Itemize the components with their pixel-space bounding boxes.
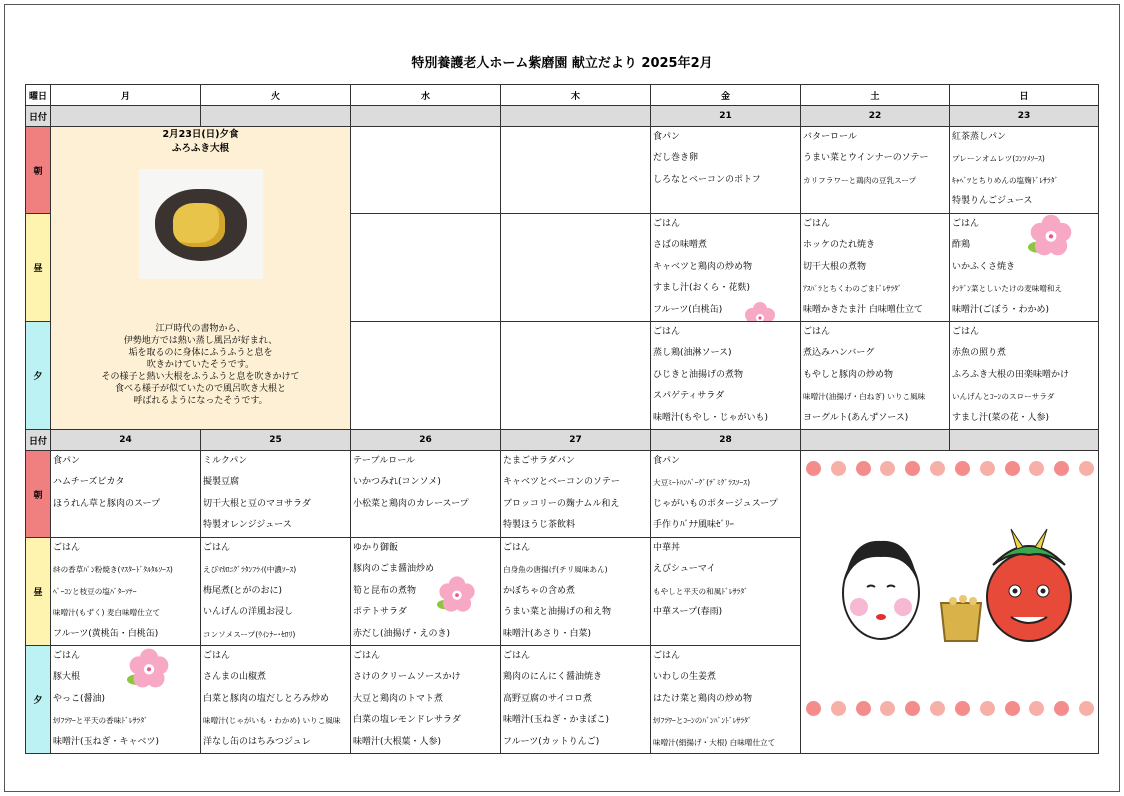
menu-item: 味噌汁(玉ねぎ・かまぼこ) [503,715,610,726]
day-fri: 金 [651,85,801,106]
weekday-label: 曜日 [26,85,51,106]
menu-item: 手作りﾊﾞﾅﾅ風味ｾﾞﾘｰ [653,520,735,531]
menu-item: 煮込みハンバーグ [803,348,875,359]
day-wed: 水 [351,85,501,106]
plum-blossom-icon [1028,214,1074,259]
menu-cell [651,646,801,754]
day-sat: 土 [801,85,950,106]
menu-cell [801,322,950,430]
menu-item: うまい菜と油揚げの和え物 [503,607,612,618]
page-title: 特別養護老人ホーム紫磨園 献立だより 2025年2月 [411,56,713,71]
menu-item: ふろふき大根の田楽味噌かけ [952,369,1070,380]
menu-cell [651,127,801,214]
menu-item: いんげんの洋風お浸し [203,607,294,618]
date-cell: 25 [201,430,351,451]
menu-cell [501,538,651,646]
menu-item: ｱｽﾊﾟﾗとちくわのごまﾄﾞﾚｻﾗﾀﾞ [803,284,902,294]
menu-item: 大豆ﾐｰﾄﾊﾝﾊﾞｰｸﾞ(ﾃﾞﾐｸﾞﾗｽｿｰｽ) [653,478,751,488]
menu-item: 擬製豆腐 [203,477,240,488]
menu-cell [801,127,950,214]
menu-item: いわしの生姜煮 [653,672,717,683]
date-label: 日付 [26,106,51,127]
menu-item: コンソメスープ(ｳｲﾝﾅｰ･ｾﾛﾘ) [203,629,296,639]
menu-item: もやしと豚肉の炒め物 [803,369,894,380]
week1-breakfast-row [26,127,1099,214]
menu-cell [651,214,801,322]
feature-heading: 2月23日(日)夕食 [162,129,239,140]
day-mon: 月 [51,85,201,106]
menu-item: ごはん [503,543,531,553]
menu-item: 豚大根 [53,672,81,683]
menu-item: 切干大根の煮物 [803,261,867,272]
plum-blossom-icon [437,574,477,614]
menu-item: 酢鶏 [952,240,971,251]
menu-item: ミルクパン [203,456,248,466]
menu-item: 切干大根と豆のマヨサラダ [203,498,311,509]
menu-item: フルーツ(カットりんご) [503,736,600,747]
menu-item: 高野豆腐のサイコロ煮 [503,693,593,704]
menu-item: やっこ(醤油) [53,693,106,704]
menu-item: ゆかり御飯 [353,543,399,553]
empty-cell [501,322,651,430]
menu-cell [950,214,1099,322]
plum-blossom-icon [127,646,171,690]
menu-item: ホッケのたれ焼き [803,240,876,251]
menu-item: ポテトサラダ [353,607,407,618]
menu-item: ｷｬﾍﾞﾂとちりめんの塩麹ﾄﾞﾚｻﾗﾀﾞ [952,175,1059,185]
menu-item: ごはん [653,651,681,661]
date-cell [501,106,651,127]
menu-item: えびシューマイ [653,564,716,575]
menu-item: すまし汁(菜の花・人参) [952,412,1050,423]
menu-cell [651,538,801,646]
menu-item: えびﾏｶﾛﾆｸﾞﾗﾀﾝﾌﾗｲ(中濃ｿｰｽ) [203,565,297,575]
menu-item: テーブルロール [353,456,416,466]
menu-item: 白菜と豚肉の塩だしとろみ炒め [203,693,330,704]
menu-item: 白身魚の唐揚げ(チリ風味あん) [503,565,608,575]
menu-item: カリフラワーと鶏肉の豆乳スープ [803,175,917,185]
menu-item: 味噌汁(もずく) 麦白味噌仕立て [53,608,161,618]
date-cell: 21 [651,106,801,127]
menu-item: 味噌汁(玉ねぎ・キャベツ) [53,736,160,747]
menu-item: 赤だし(油揚げ・えのき) [353,628,451,639]
menu-item: さけのクリームソースかけ [353,672,461,683]
menu-cell [950,322,1099,430]
menu-cell [51,646,201,754]
date-cell [351,106,501,127]
menu-item: 大豆と鶏肉のトマト煮 [353,693,444,704]
dot-row-top [801,461,1099,476]
menu-item: 中華丼 [653,543,681,553]
week2-breakfast-row [26,451,1099,538]
date-cell [801,430,950,451]
menu-item: ひじきと油揚げの煮物 [653,369,744,380]
menu-item: ごはん [53,543,81,553]
setsubun-illustration-panel [801,451,1099,754]
furofuki-daikon-photo [139,169,263,279]
day-tue: 火 [201,85,351,106]
menu-cell [351,538,501,646]
date-cell: 27 [501,430,651,451]
menu-item: ほうれん草と豚肉のスープ [53,498,161,509]
menu-item: 味噌かきたま汁 白味噌仕立て [803,304,923,315]
menu-item: キャベツとベーコンのソテー [503,477,620,488]
day-sun: 日 [950,85,1099,106]
menu-item: ごはん [203,651,231,661]
menu-item: ごはん [803,219,831,229]
menu-cell [51,451,201,538]
feature-dish: ふろふき大根 [171,143,229,154]
setsubun-oni-otafuku-image [821,521,1081,661]
menu-item: ヨーグルト(あんずソース) [803,412,909,423]
menu-item: フルーツ(黄桃缶・白桃缶) [53,628,159,639]
menu-item: 筍と昆布の煮物 [353,585,417,596]
menu-item: さばの味噌煮 [653,240,708,251]
menu-cell [501,646,651,754]
menu-item: ごはん [503,651,531,661]
menu-item: ごはん [203,543,231,553]
menu-item: 蒸し鶏(油淋ソース) [653,348,732,359]
menu-item: いかつみれ(コンソメ) [353,477,441,488]
menu-item: 食パン [653,456,681,466]
menu-cell [651,322,801,430]
feature-panel [51,127,351,430]
empty-cell [351,127,501,214]
meal-label-breakfast: 朝 [26,127,51,214]
menu-item: しろなとベーコンのポトフ [653,174,761,185]
menu-cell [801,214,950,322]
date-cell: 23 [950,106,1099,127]
menu-cell [651,451,801,538]
menu-item: 特製ほうじ茶飲料 [503,520,576,531]
menu-item: 食パン [653,132,681,142]
menu-item: フルーツ(白桃缶) [653,304,723,315]
menu-item: 中華スープ(春雨) [653,607,723,618]
menu-item: 豚肉のごま醤油炒め [353,564,435,575]
menu-item: ごはん [653,327,681,337]
menu-item: はたけ菜と鶏肉の炒め物 [653,693,753,704]
menu-item: 味噌汁(大根葉・人参) [353,736,442,747]
menu-item: ごはん [353,651,381,661]
menu-item: 鶏肉のにんにく醤油焼き [503,672,603,683]
menu-item: ごはん [803,327,831,337]
menu-item: 小松菜と鶏肉のカレースープ [353,498,469,509]
menu-item: ｶﾘﾌﾗﾜｰと平天の香味ﾄﾞﾚｻﾗﾀﾞ [53,716,148,726]
menu-item: 食パン [53,456,81,466]
date-cell: 24 [51,430,201,451]
menu-item: 特製りんごジュース [952,196,1033,207]
date-row-week1 [26,106,1099,127]
meal-label-dinner: 夕 [26,322,51,430]
plum-blossom-icon [743,300,777,322]
dot-row-bottom [801,701,1099,716]
menu-item: ごはん [952,327,980,337]
menu-cell [351,451,501,538]
menu-item: ﾁﾝｹﾞﾝ菜としいたけの麦味噌和え [952,284,1063,294]
menu-item: 味噌汁(ごぼう・わかめ) [952,304,1050,315]
menu-item: 特製オレンジジュース [203,520,292,531]
feature-description: 江戸時代の書物から、 伊勢地方では熱い蒸し風呂が好まれ、 垢を取るのに身体にふうふうと息を 吹きかけていたそうです。 その様子と熱い大根をふうふうと息を吹きかけて 食べる様子が似ていたので風呂吹き大根と 呼ばれるようになったそうです。 [101,324,300,406]
weekday-row [26,85,1099,106]
menu-item: 味噌汁(あさり・白菜) [503,628,592,639]
menu-item: 味噌汁(油揚げ・白ねぎ) いりこ風味 [803,392,926,402]
menu-item: ﾍﾞｰｺﾝと枝豆の塩ﾊﾞﾀｰｿﾃｰ [53,586,137,596]
meal-label-lunch: 昼 [26,214,51,322]
empty-cell [351,214,501,322]
menu-table [25,84,1099,754]
menu-item: キャベツと鶏肉の炒め物 [653,261,753,272]
menu-item: ごはん [952,219,980,229]
menu-cell [201,646,351,754]
day-thu: 木 [501,85,651,106]
empty-cell [501,214,651,322]
menu-cell [351,646,501,754]
menu-cell [501,451,651,538]
menu-cell [201,451,351,538]
menu-item: だし巻き卵 [653,153,699,164]
date-cell [950,430,1099,451]
menu-item: ごはん [653,219,681,229]
menu-item: スパゲティサラダ [653,391,725,402]
menu-item: いんげんとｺｰﾝのスローサラダ [952,392,1055,402]
menu-cell [201,538,351,646]
menu-item: たまごサラダパン [503,456,575,466]
meal-label-dinner: 夕 [26,646,51,754]
radish-shape [173,203,225,247]
menu-item: いかふくさ焼き [952,261,1016,272]
date-cell: 26 [351,430,501,451]
menu-item: 味噌汁(じゃがいも・わかめ) いりこ風味 [203,716,341,726]
menu-item: うまい菜とウインナーのソテー [803,153,929,164]
menu-item: さんまの山椒煮 [203,672,267,683]
date-cell: 22 [801,106,950,127]
menu-item: 赤魚の照り煮 [952,348,1007,359]
menu-item: ｶﾘﾌﾗﾜｰとｺｰﾝのﾊﾞﾝﾊﾞﾝﾄﾞﾚｻﾗﾀﾞ [653,716,752,726]
meal-label-lunch: 昼 [26,538,51,646]
menu-item: ブロッコリーの麹ナムル和え [503,498,620,509]
menu-item: もやしと平天の和風ﾄﾞﾚｻﾗﾀﾞ [653,586,748,596]
empty-cell [351,322,501,430]
menu-item: ハムチーズピカタ [53,477,125,488]
menu-item: 白菜の塩レモンドレサラダ [353,715,461,726]
menu-item: ごはん [53,651,81,661]
empty-cell [501,127,651,214]
menu-cell [51,538,201,646]
date-cell: 28 [651,430,801,451]
menu-item: 味噌汁(もやし・じゃがいも) [653,412,769,423]
menu-item: 味噌汁(絹揚げ・大根) 白味噌仕立て [653,737,776,747]
menu-item: 紅茶蒸しパン [952,132,1007,142]
date-row-week2 [26,430,1099,451]
menu-item: 梅尾煮(とがのおに) [203,585,283,596]
menu-item: バターロール [803,132,857,142]
date-cell [201,106,351,127]
date-label: 日付 [26,430,51,451]
date-cell [51,106,201,127]
menu-item: 洋なし缶のはちみつジュレ [203,736,311,747]
menu-item: かぼちゃの含め煮 [503,585,576,596]
menu-cell [950,127,1099,214]
menu-item: すまし汁(おくら・花麩) [653,283,751,294]
menu-item: じゃがいものポタージュスープ [653,498,778,509]
menu-item: ﾎｷの香草ﾊﾟﾝ粉焼き(ﾏｽﾀｰﾄﾞﾀﾙﾀﾙｿｰｽ) [53,565,173,575]
meal-label-breakfast: 朝 [26,451,51,538]
menu-item: プレーンオムレツ(ｺﾝｿﾒｿｰｽ) [952,154,1045,164]
